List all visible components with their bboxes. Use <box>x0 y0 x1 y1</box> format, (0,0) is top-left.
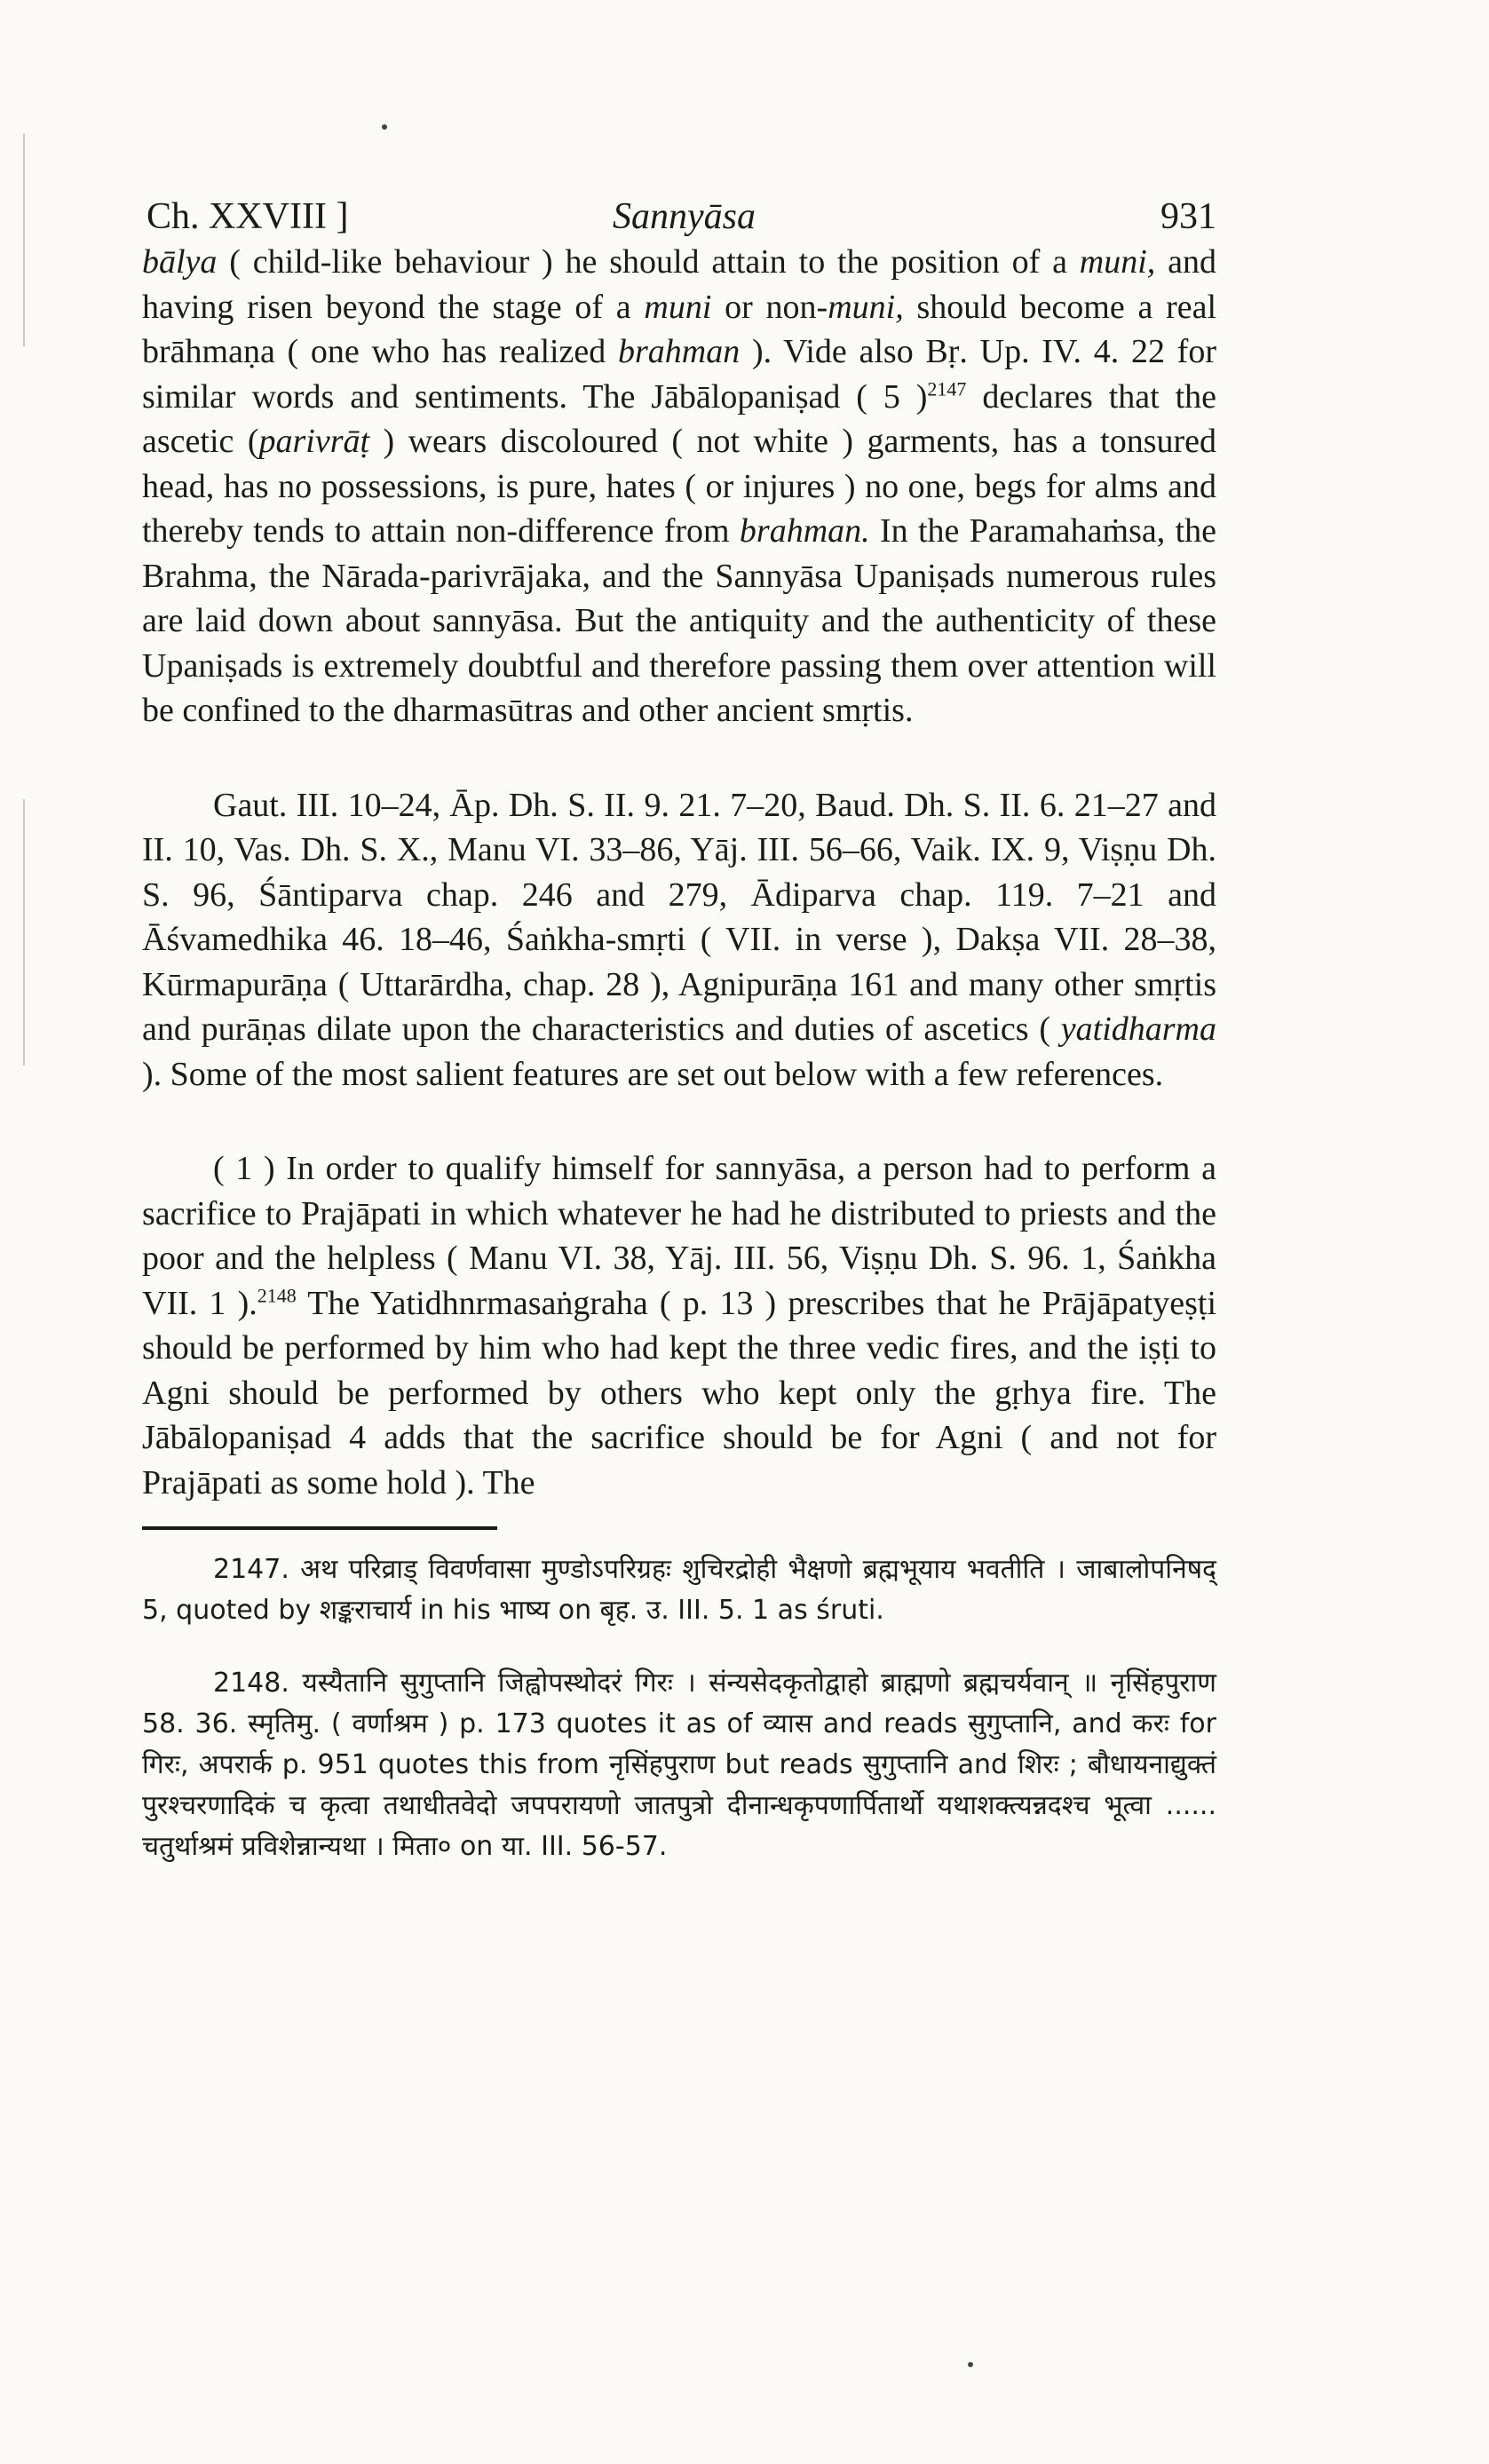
chapter-label: Ch. XXVIII ] <box>147 196 349 237</box>
italic-term: parivrāṭ <box>258 423 370 460</box>
footnote-divider <box>142 1526 497 1530</box>
footnote-2148: 2148. यस्यैतानि सुगुप्तानि जिह्वोपस्थोदरं गिरः । संन्यसेदकृतोद्वाहो ब्राह्मणो ब्रह्मचर्यवान् ॥ नृसिंहपुराण 58. 36. स्मृतिमु. ( वर्णाश्रम ) p. 173 quotes it as of व्यास and reads सुगुप्तानि, and करः for गिरः, अपरार्क p. 951 quotes this from नृसिंहपुराण but reads सुगुप्तानि and शिरः ; बौधायनाद्युक्तं पुरश्चरणादिकं च कृत्वा तथाधीतवेदो जपपरायणो जातपुत्रो दीनान्धकृपणार्पितार्थो यथाशक्त्यन्नदश्च भूत्वा ...... चतुर्थाश्रमं प्रविशेन्नान्यथा । मिता० on या. III. 56-57. <box>142 1668 1216 1862</box>
italic-term: muni, <box>1079 243 1156 281</box>
footnote-ref-2148: 2148 <box>257 1283 297 1306</box>
section-title: Sannyāsa <box>613 196 756 237</box>
italic-term: muni <box>644 288 712 326</box>
scan-speck <box>968 2362 973 2367</box>
paragraph-references: Gaut. III. 10–24, Āp. Dh. S. II. 9. 21. 7–20, Baud. Dh. S. II. 6. 21–27 and II. 10, Vas. Dh. S. X., Manu VI. 33–86, Yāj. III. 56–66, Vaik. IX. 9, Viṣṇu Dh. S. 96, Śāntiparva chap. 246 and 279, Ādiparva chap. 119. 7–21 and Āśvamedhika 46. 18–46, Śaṅkha-smṛti ( VII. in verse ), Dakṣa VII. 28–38, Kūrmapurāṇa ( Uttarārdha, chap. 28 ), Agnipurāṇa 161 and many other smṛtis and purāṇas dilate upon the characteristics and duties of ascetics ( yatidharma ). Some of the most salient features are set out below with a few references. <box>142 786 1216 1093</box>
scan-edge-line <box>23 799 25 1066</box>
italic-term: bālya <box>142 243 218 281</box>
scan-speck <box>382 124 387 130</box>
italic-term: brahman <box>618 333 741 370</box>
footnotes <box>142 1549 1216 1867</box>
scan-edge-line <box>23 133 25 346</box>
italic-term: muni, <box>828 288 904 326</box>
paragraph-rule-1: ( 1 ) In order to qualify himself for sannyāsa, a person had to perform a sacrifice to Prajāpati in which whatever he had he distributed to priests and the poor and the helpless ( Manu VI. 38, Yāj. III. 56, Viṣṇu Dh. S. 96. 1, Śaṅkha VII. 1 ).$^{2148}$ The Yatidhnrmasaṅgraha ( p. 13 ) prescribes that he Prājāpatyeṣṭi should be performed by him who had kept the three vedic fires, and the iṣṭi to Agni should be performed by others who kept only the gṛhya fire. The Jābālopaniṣad 4 adds that the sacrifice should be for Agni ( and not for Prajāpati as some hold ). The <box>142 1150 1216 1501</box>
italic-term: brahman. <box>739 512 870 550</box>
page-number: 931 <box>1160 196 1216 237</box>
book-page <box>142 178 1216 1867</box>
footnote-ref-2147: 2147 <box>927 376 967 400</box>
footnote-2147: 2147. अथ परिव्राड् विवर्णवासा मुण्डोऽपरिग्रहः शुचिरद्रोही भैक्षणो ब्रह्मभूयाय भवतीति । जाबालोपनिषद् 5, quoted by शङ्कराचार्य in his भाष्य on बृह. उ. III. 5. 1 as śruti. <box>142 1554 1216 1626</box>
paragraph-balya: bālya ( child-like behaviour ) he should attain to the position of a muni, and having risen beyond the stage of a muni or non-muni, should become a real brāhmaṇa ( one who has realized brahman ). Vide also Bṛ. Up. IV. 4. 22 for similar words and sentiments. The Jābālopaniṣad ( 5 )$^{2147}$ declares that the ascetic (parivrāṭ ) wears discoloured ( not white ) garments, has a tonsured head, has no possessions, is pure, hates ( or injures ) no one, begs for alms and thereby tends to attain non-difference from brahman. In the Paramahaṁsa, the Brahma, the Nārada-parivrājaka, and the Sannyāsa Upaniṣads numerous rules are laid down about sannyāsa. But the antiquity and the authenticity of these Upaniṣads is extremely doubtful and therefore passing them over attention will be confined to the dharmasūtras and other ancient smṛtis. <box>142 243 1217 729</box>
italic-term: yatidharma <box>1060 1010 1216 1048</box>
running-header <box>142 178 1216 240</box>
